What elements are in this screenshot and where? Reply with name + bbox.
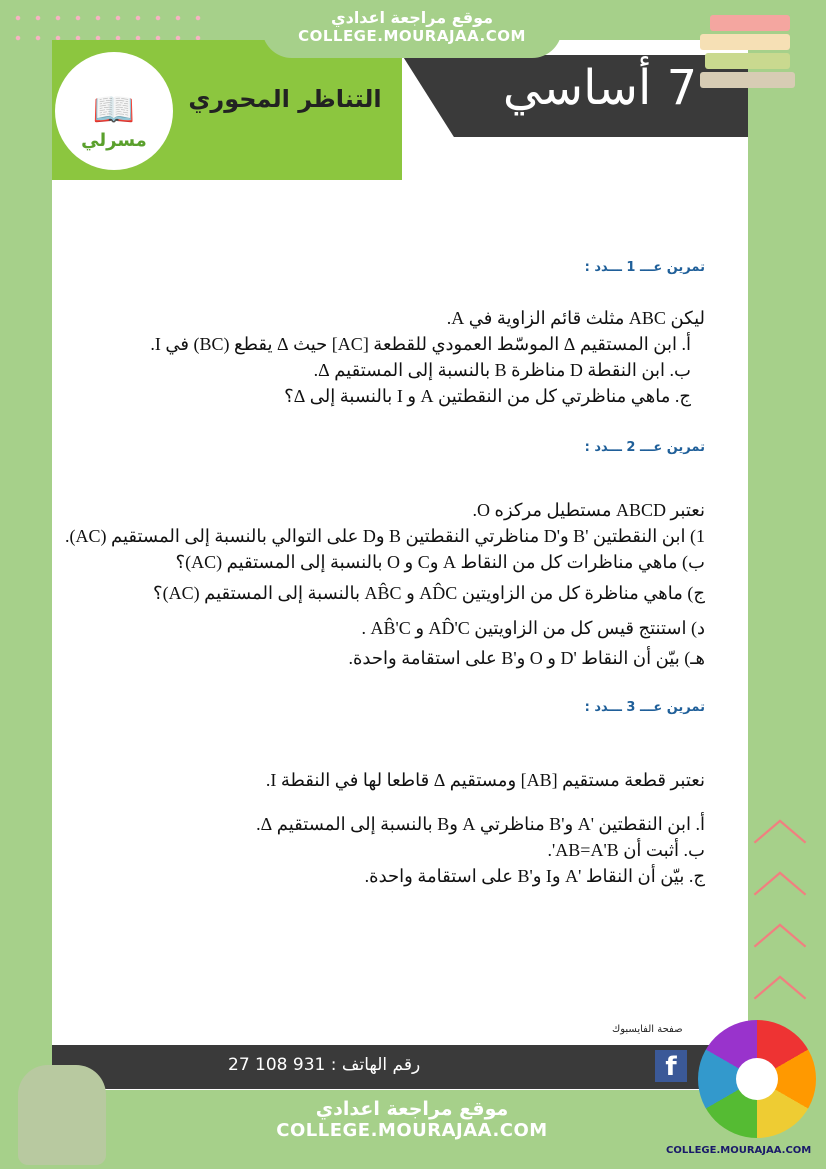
site-url-small[interactable]: COLLEGE.MOURAJAA.COM: [666, 1145, 812, 1156]
exercise-line: 1) ابن النقطتين 'B و'D مناظرتي النقطتين B وD على التوالي بالنسبة إلى المستقيم (AC).: [64, 526, 705, 546]
exercise-line: أ. ابن المستقيم Δ الموسّط العمودي للقطعة [AC] حيث Δ يقطع (BC) في I.: [150, 334, 691, 354]
chevron-decoration-icon: ︿ ︿ ︿ ︿: [752, 788, 808, 1009]
backpack-icon: [18, 1065, 106, 1165]
phone-number: رقم الهاتف : 931 108 27: [228, 1055, 421, 1075]
site-url[interactable]: COLLEGE.MOURAJAA.COM: [276, 1120, 548, 1141]
exercise-line: ج) ماهي مناظرة كل من الزاويتين AD̂C و AB̂C بالنسبة إلى المستقيم (AC)؟: [153, 583, 705, 603]
book-icon: 📖: [92, 90, 136, 130]
exercise-2: [60, 440, 705, 671]
facebook-label: صفحة الفايسبوك: [612, 1024, 683, 1035]
exercise-line: نعتبر قطعة مستقيم [AB] ومستقيم Δ قاطعا لها في النقطة I.: [265, 770, 705, 790]
exercise-line: ب) ماهي مناظرات كل من النقاط A وC و O بالنسبة إلى المستقيم (AC)؟: [175, 552, 705, 572]
exercise-line: د) استنتج قيس كل من الزاويتين AD̂'C و AB̂'C .: [361, 618, 705, 638]
exercise-title: تمرين عـــ 1 ـــدد :: [584, 260, 705, 275]
exercise-1: [60, 260, 705, 409]
site-circle-logo: [698, 1020, 816, 1138]
site-name-ar: موقع مراجعة اعدادي: [330, 8, 494, 27]
grade-label: 7 أساسي: [502, 60, 698, 116]
exercise-title: تمرين عـــ 2 ـــدد :: [584, 440, 705, 455]
exercise-line: ب. ابن النقطة D مناظرة B بالنسبة إلى المستقيم Δ.: [313, 360, 691, 380]
exercise-title: تمرين عـــ 3 ـــدد :: [584, 700, 705, 715]
facebook-icon[interactable]: f: [655, 1050, 687, 1082]
site-name-ar: موقع مراجعة اعدادي: [315, 1098, 509, 1120]
exercise-line: ج. ماهي مناظرتي كل من النقطتين A و I بالنسبة إلى Δ؟: [284, 386, 691, 406]
bottom-site-banner[interactable]: [262, 1090, 562, 1169]
exercise-line: نعتبر ABCD مستطيل مركزه O.: [472, 500, 705, 520]
exercise-line: ب. أثبت أن AB=A'B'.: [547, 840, 705, 860]
logo: [55, 52, 173, 170]
lesson-title: التناظر المحوري: [188, 85, 382, 113]
books-icon: [700, 15, 800, 90]
exercise-line: ليكن ABC مثلث قائم الزاوية في A.: [446, 308, 705, 328]
exercise-line: هـ) بيّن أن النقاط 'D و O و'B على استقامة واحدة.: [348, 648, 705, 668]
exercise-line: أ. ابن النقطتين 'A و'B مناظرتي A وB بالنسبة إلى المستقيم Δ.: [256, 814, 705, 834]
top-site-banner[interactable]: [262, 0, 562, 58]
exercise-line: ج. بيّن أن النقاط 'A وI و'B على استقامة واحدة.: [364, 866, 705, 886]
site-url[interactable]: COLLEGE.MOURAJAA.COM: [298, 27, 526, 45]
exercise-3: [60, 700, 705, 889]
logo-wordmark: مسرلي: [81, 130, 147, 151]
